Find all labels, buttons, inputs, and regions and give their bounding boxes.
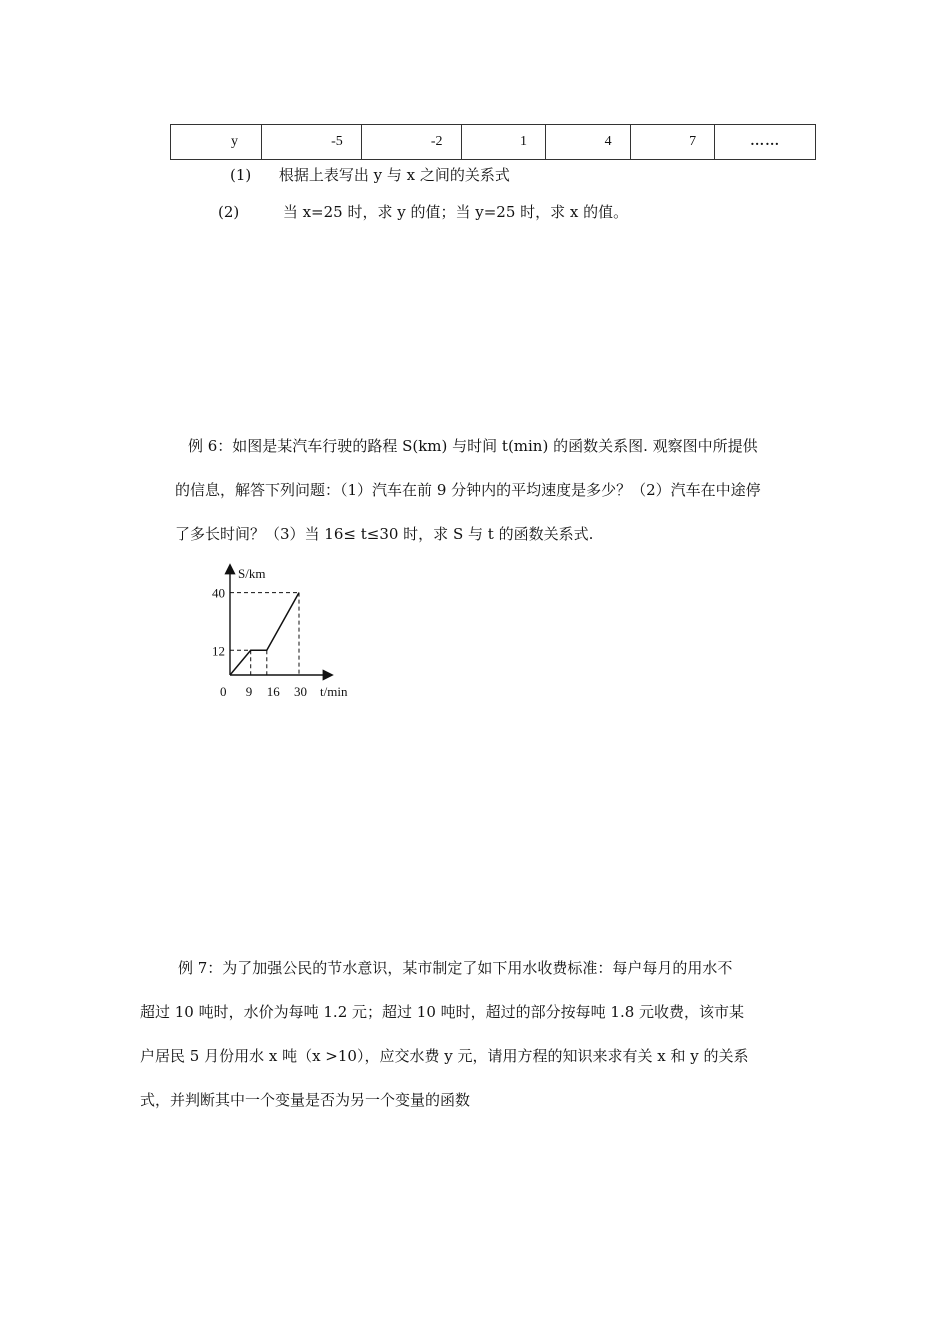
question-2-text: 当 x=25 时，求 y 的值；当 y=25 时，求 x 的值。	[282, 203, 629, 221]
distance-time-chart	[195, 560, 375, 710]
table-row	[171, 125, 816, 160]
question-2-number: (2)	[218, 203, 240, 221]
x-axis-label: t/min	[320, 684, 348, 699]
example-6	[175, 424, 815, 556]
origin-label: 0	[220, 684, 227, 699]
y-tick-label: 12	[212, 643, 225, 659]
table-cell: 4	[546, 125, 631, 160]
example-7-line-2: 超过 10 吨时，水价为每吨 1.2 元；超过 10 吨时，超过的部分按每吨 1.8 元收费，该市某	[140, 1003, 745, 1021]
series-line	[230, 593, 299, 675]
example-7	[140, 946, 820, 1122]
question-1-text: 根据上表写出 y 与 x 之间的关系式	[278, 166, 510, 184]
x-tick-label: 16	[266, 684, 280, 699]
example-6-line-1: 例 6：如图是某汽车行驶的路程 S(km) 与时间 t(min) 的函数关系图. 观察图中所提供	[188, 437, 758, 455]
example-7-line-1: 例 7：为了加强公民的节水意识，某市制定了如下用水收费标准：每户每月的用水不	[178, 959, 733, 977]
example-6-line-3: 了多长时间？（3）当 16≤ t≤30 时，求 S 与 t 的函数关系式.	[175, 525, 594, 543]
x-tick-label: 9	[245, 684, 253, 699]
table-cell: -2	[361, 125, 461, 160]
y-tick-label: 40	[212, 585, 225, 601]
table-cell: -5	[262, 125, 362, 160]
question-1-number: (1)	[230, 166, 252, 184]
x-tick-label: 30	[294, 684, 307, 699]
y-axis-label: S/km	[238, 566, 266, 581]
value-table	[170, 124, 816, 160]
example-7-line-4: 式，并判断其中一个变量是否为另一个变量的函数	[140, 1091, 471, 1109]
table-cell: 1	[461, 125, 546, 160]
example-6-line-2: 的信息，解答下列问题：（1）汽车在前 9 分钟内的平均速度是多少？（2）汽车在中途停	[175, 481, 761, 499]
table-row-label: y	[171, 125, 262, 160]
table-cell-ellipsis: ……	[715, 125, 816, 160]
question-2	[218, 201, 628, 222]
example-7-line-3: 户居民 5 月份用水 x 吨（x >10），应交水费 y 元，请用方程的知识来求有关 x 和 y 的关系	[140, 1047, 749, 1065]
question-1	[230, 164, 510, 185]
table-cell: 7	[630, 125, 715, 160]
